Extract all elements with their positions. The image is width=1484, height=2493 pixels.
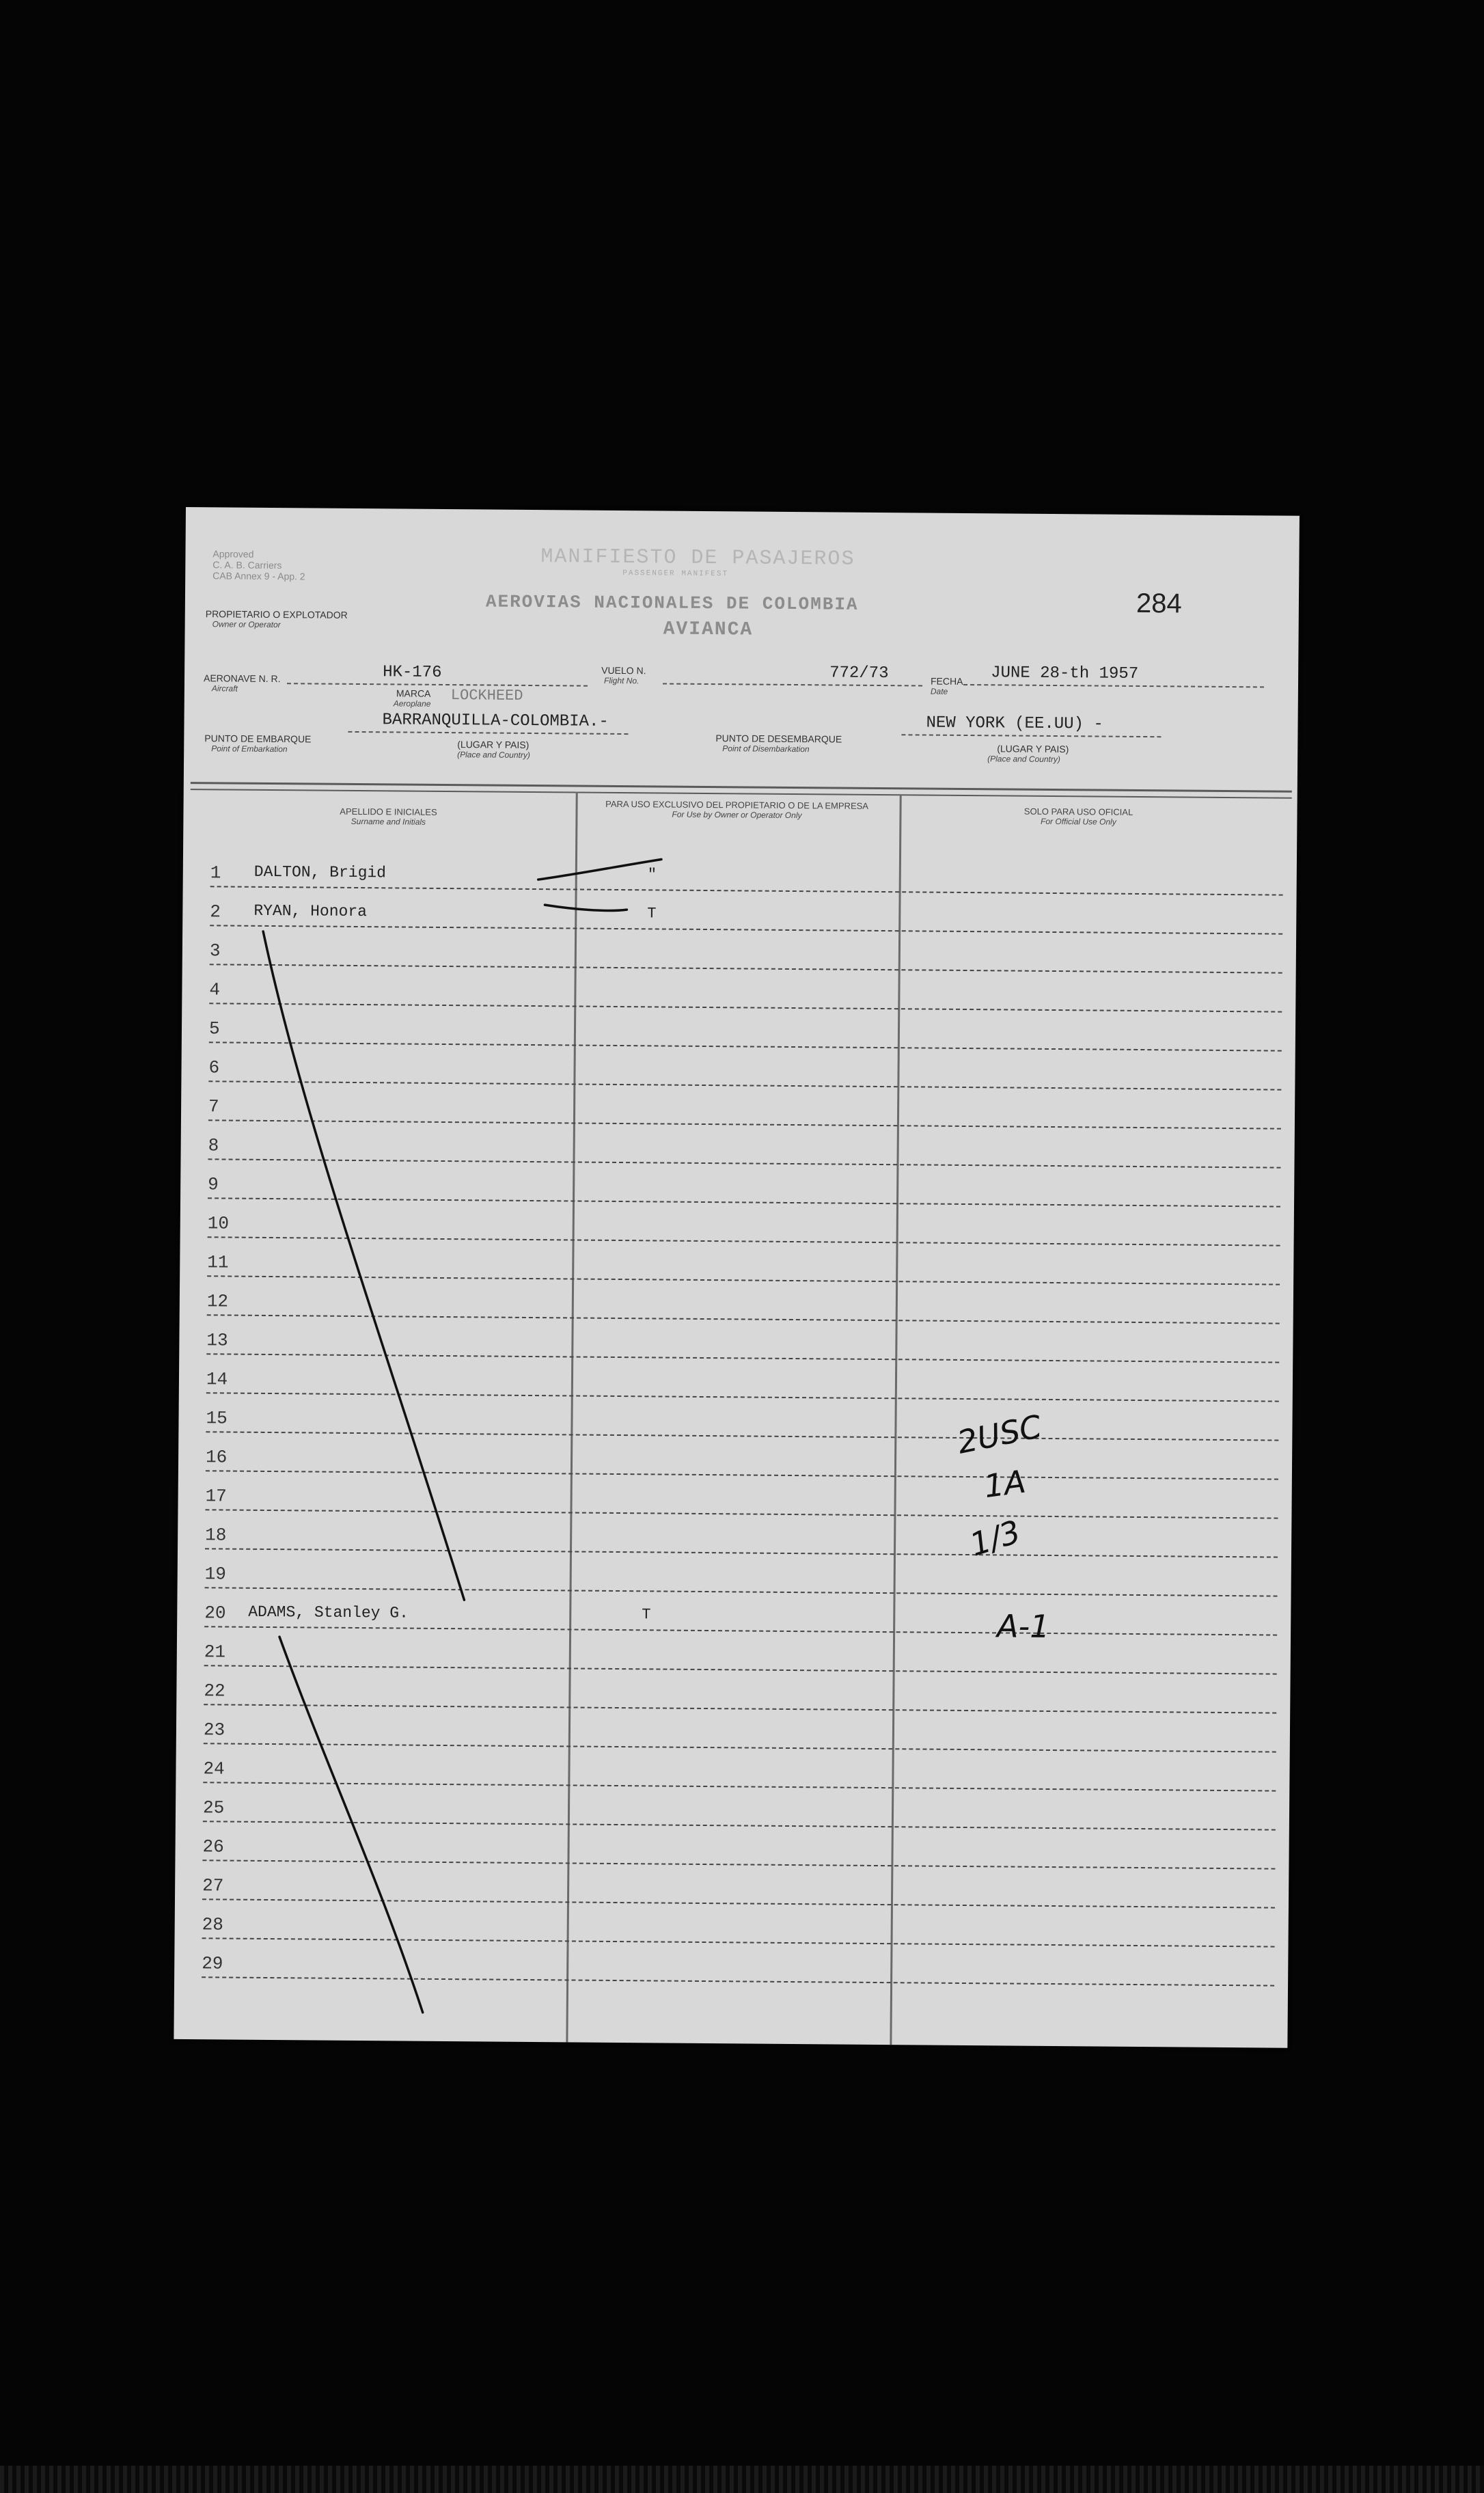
owner-label-en: Owner or Operator [212, 619, 281, 630]
row-number: 15 [206, 1408, 228, 1429]
table-row-line [206, 1470, 1278, 1480]
row-number: 5 [208, 1018, 220, 1039]
film-frame-edge [0, 2466, 1484, 2493]
date-label: FECHA [930, 675, 963, 687]
passenger-name: ADAMS, Stanley G. [248, 1603, 409, 1622]
table-row-line [204, 1626, 1277, 1635]
table-row-line [202, 1976, 1274, 1986]
row-number: 14 [206, 1369, 228, 1390]
table-row-line [205, 1587, 1278, 1596]
make-label: MARCA [396, 687, 431, 699]
row-number: 25 [202, 1797, 225, 1818]
table-row-line [204, 1704, 1276, 1713]
approval-line: CAB Annex 9 - App. 2 [212, 570, 305, 582]
table-row-line [208, 1158, 1280, 1168]
row-number: 4 [209, 979, 221, 1000]
embark-label: PUNTO DE EMBARQUE [204, 733, 312, 745]
table-row-line [208, 1080, 1281, 1090]
table-row-line [209, 1003, 1282, 1012]
aircraft-value: HK-176 [383, 663, 442, 682]
table-row-line [202, 1937, 1275, 1947]
row-number: 3 [209, 940, 221, 962]
row-number: 22 [204, 1680, 225, 1702]
disembark-value: NEW YORK (EE.UU) - [926, 713, 1103, 734]
col-surname-label: APELLIDO E INICIALES [340, 806, 437, 817]
disembark-underline [901, 734, 1161, 737]
col-operator-label: PARA USO EXCLUSIVO DEL PROPIETARIO O DE LA EMPRESA [605, 798, 869, 811]
passenger-name: DALTON, Brigid [253, 862, 387, 882]
col-operator-label-en: For Use by Owner or Operator Only [672, 809, 802, 821]
row-number: 11 [207, 1252, 229, 1273]
column-divider-1 [566, 791, 577, 2042]
manifest-title: MANIFIESTO DE PASAJEROS [540, 545, 855, 571]
operator-mark: " [647, 866, 657, 884]
row-number: 20 [204, 1603, 226, 1624]
table-row-line [206, 1353, 1279, 1363]
table-row-line [207, 1314, 1280, 1324]
table-row-line [205, 1509, 1278, 1518]
col-official-label-en: For Official Use Only [1041, 816, 1116, 827]
row-number: 29 [202, 1953, 223, 1974]
embark-underline [348, 731, 628, 735]
row-number: 24 [203, 1758, 225, 1780]
make-value: LOCKHEED [450, 687, 523, 705]
row-number: 18 [205, 1525, 227, 1546]
aircraft-label-en: Aircraft [211, 683, 238, 694]
flight-value: 772/73 [829, 664, 889, 683]
company-short-name: AVIANCA [663, 618, 754, 641]
flight-underline [663, 683, 922, 686]
row-number: 23 [203, 1719, 225, 1741]
table-row-line [208, 1119, 1281, 1129]
table-row-line [206, 1431, 1278, 1441]
table-row-line [210, 925, 1282, 934]
row-number: 2 [210, 901, 221, 923]
col-official-header [955, 806, 1201, 828]
operator-mark: T [642, 1606, 651, 1624]
table-row-line [205, 1548, 1278, 1557]
passenger-name: RYAN, Honora [253, 901, 368, 921]
col-official-label: SOLO PARA USO OFICIAL [1023, 806, 1133, 817]
table-row-line [203, 1821, 1276, 1830]
table-row-line [202, 1859, 1275, 1869]
flight-label: VUELO N. [601, 664, 646, 677]
table-row-line [210, 886, 1283, 895]
row-number: 19 [204, 1564, 227, 1585]
table-row-line [203, 1782, 1276, 1791]
embark-place-label: (LUGAR Y PAIS) [457, 739, 530, 750]
row-number: 10 [207, 1213, 230, 1234]
aircraft-label: AERONAVE N. R. [203, 672, 281, 685]
embark-label-en: Point of Embarkation [211, 744, 288, 754]
row-number: 8 [208, 1135, 219, 1156]
table-row-line [208, 1197, 1280, 1207]
disembark-label-en: Point of Disembarkation [722, 744, 810, 754]
embark-place-label-en: (Place and Country) [457, 750, 530, 760]
official-note-3: 1/3 [965, 1512, 1025, 1564]
row-number: 28 [202, 1914, 224, 1935]
disembark-place-label: (LUGAR Y PAIS) [997, 743, 1069, 755]
approval-line: Approved [212, 548, 254, 560]
date-value: JUNE 28-th 1957 [991, 664, 1139, 683]
check-mark-row-1 [538, 858, 661, 880]
row-number: 12 [206, 1291, 229, 1312]
official-note-2: 1A [982, 1462, 1028, 1506]
approval-line: C. A. B. Carriers [212, 559, 282, 571]
row-number: 17 [205, 1486, 227, 1507]
official-note-1: 2USC [954, 1407, 1045, 1461]
approval-stamp [212, 548, 305, 582]
row-number: 9 [208, 1174, 219, 1195]
flight-label-en: Flight No. [603, 675, 640, 686]
operator-mark: T [647, 905, 657, 923]
table-row-line [202, 1898, 1275, 1908]
row-number: 1 [210, 862, 221, 884]
check-mark-row-2 [545, 905, 627, 911]
page-number: 284 [1136, 588, 1182, 619]
date-label-en: Date [930, 686, 948, 696]
row-number: 7 [208, 1096, 219, 1117]
date-underline [963, 684, 1264, 687]
row-number: 16 [205, 1447, 228, 1468]
make-label-en: Aeroplane [393, 698, 431, 709]
col-operator-header [586, 799, 887, 821]
row-number: 6 [208, 1057, 220, 1078]
disembark-place-label-en: (Place and Country) [987, 754, 1060, 765]
table-row-line [204, 1665, 1277, 1674]
manifest-subtitle: PASSENGER MANIFEST [622, 569, 729, 579]
col-surname-header [265, 806, 511, 828]
disembark-label: PUNTO DE DESEMBARQUE [715, 733, 842, 745]
row-number: 21 [204, 1641, 226, 1663]
row-number: 27 [202, 1875, 224, 1896]
row-number: 13 [206, 1330, 228, 1351]
table-row-line [210, 964, 1282, 973]
column-divider-2 [890, 794, 901, 2045]
aircraft-underline [287, 683, 588, 686]
col-surname-label-en: Surname and Initials [351, 816, 426, 827]
manifest-sheet [174, 507, 1300, 2048]
diagonal-strike-lower [277, 1637, 426, 2013]
official-note-4: A-1 [996, 1607, 1050, 1645]
row-number: 26 [202, 1836, 224, 1857]
table-row-line [209, 1041, 1282, 1051]
diagonal-strike-upper [258, 931, 469, 1600]
table-row-line [208, 1236, 1280, 1246]
owner-label: PROPIETARIO O EXPLOTADOR [205, 608, 348, 621]
table-row-line [207, 1275, 1280, 1285]
embark-value: BARRANQUILLA-COLOMBIA.- [382, 711, 609, 731]
table-row-line [204, 1743, 1276, 1752]
company-name: AEROVIAS NACIONALES DE COLOMBIA [485, 591, 859, 615]
table-row-line [206, 1392, 1279, 1402]
